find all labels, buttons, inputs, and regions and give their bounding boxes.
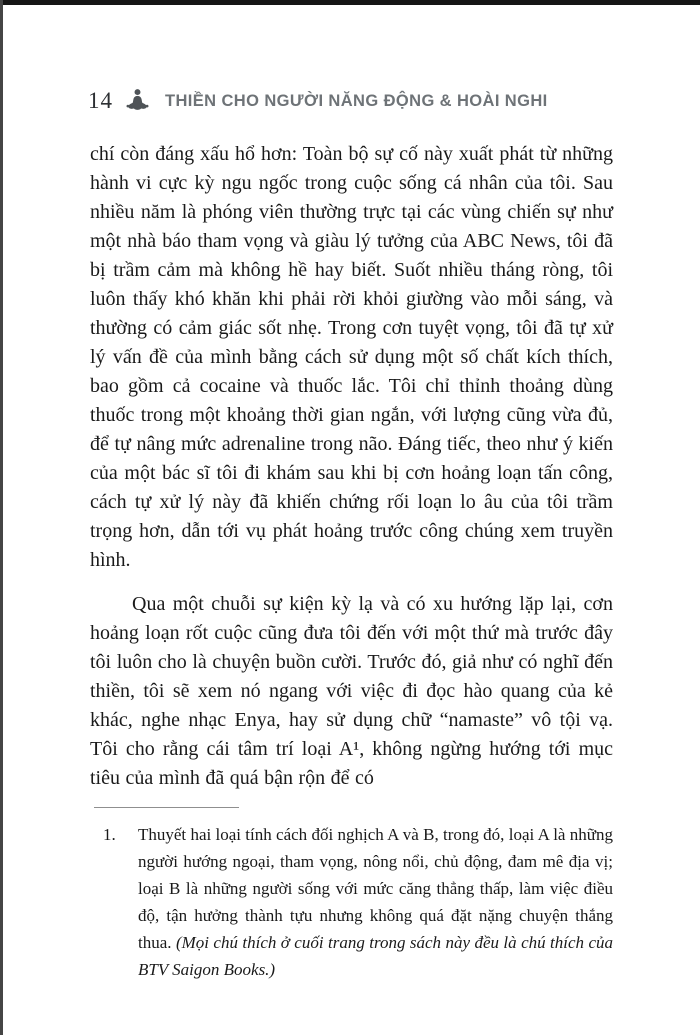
page-left-edge-line	[0, 0, 3, 1035]
footnote-separator	[94, 807, 239, 808]
body-paragraph-2: Qua một chuỗi sự kiện kỳ lạ và có xu hướng lặp lại, cơn hoảng loạn rốt cuộc cũng đưa tôi đến với một thứ mà trước đây tôi luôn cho là chuyện buồn cười. Trước đó, giả như có nghĩ đến thiền, tôi sẽ xem nó ngang với việc đi đọc hào quang của kẻ khác, nghe nhạc Enya, hay sử dụng chữ “namaste” vô tội vạ. Tôi cho rằng cái tâm trí loại A¹, không ngừng hướng tới mục tiêu của mình đã quá bận rộn để có	[90, 593, 613, 789]
body-paragraph-1: chí còn đáng xấu hổ hơn: Toàn bộ sự cố này xuất phát từ những hành vi cực kỳ ngu ngốc trong cuộc sống cá nhân của tôi. Sau nhiều năm là phóng viên thường trực tại các vùng chiến sự như một nhà báo tham vọng và giàu lý tưởng của ABC News, tôi đã bị trầm cảm mà không hề hay biết. Suốt nhiều tháng ròng, tôi luôn thấy khó khăn khi phải rời khỏi giường vào mỗi sáng, và thường có cảm giác sốt nhẹ. Trong cơn tuyệt vọng, tôi đã tự xử lý vấn đề của mình bằng cách sử dụng một số chất kích thích, bao gồm cả cocaine và thuốc lắc. Tôi chỉ thỉnh thoảng dùng thuốc trong một khoảng thời gian ngắn, với lượng cũng vừa đủ, để tự nâng mức adrenaline trong não. Đáng tiếc, theo như ý kiến của một bác sĩ tôi đi khám sau khi bị cơn hoảng loạn tấn công, cách tự xử lý này đã khiến chứng rối loạn lo âu của tôi trầm trọng hơn, dẫn tới vụ phát hoảng trước công chúng xem truyền hình.	[90, 143, 613, 571]
footnote-editor-note: (Mọi chú thích ở cuối trang trong sách này đều là chú thích của BTV Saigon Books.)	[138, 933, 613, 979]
meditation-icon	[124, 87, 151, 114]
footnote-marker: 1.	[103, 825, 116, 844]
footnote	[90, 821, 613, 983]
running-header	[88, 88, 640, 114]
running-head-title: THIỀN CHO NGƯỜI NĂNG ĐỘNG & HOÀI NGHI	[165, 91, 548, 110]
page-body	[90, 140, 613, 983]
page-number: 14	[88, 88, 113, 113]
footnote-text: Thuyết hai loại tính cách đối nghịch A và B, trong đó, loại A là những người hướng ngoại, tham vọng, nông nổi, chủ động, đam mê địa vị; loại B là những người sống với mức căng thẳng thấp, làm việc điều độ, tận hưởng thành tựu nhưng không quá đặt nặng chuyện thắng thua.	[138, 825, 613, 952]
page-top-edge-bar	[0, 0, 700, 5]
